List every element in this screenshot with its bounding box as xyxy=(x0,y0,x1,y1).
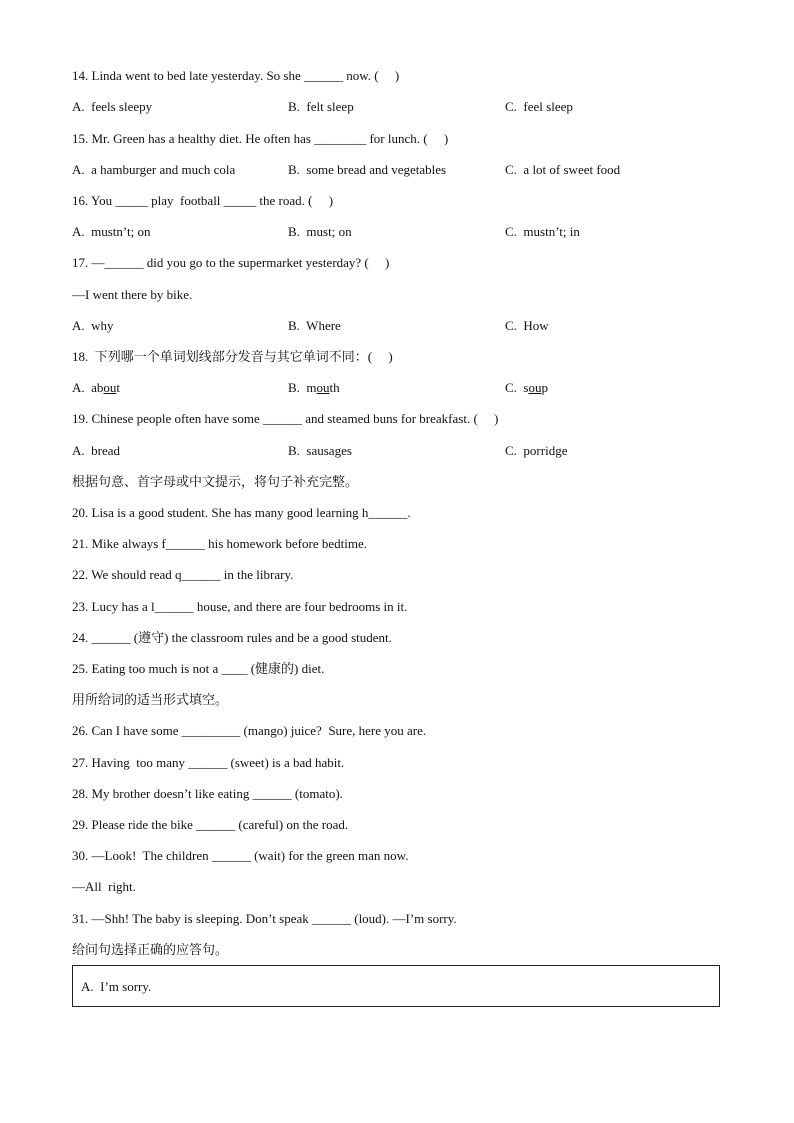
q17-option-c: C. How xyxy=(505,318,549,333)
question-26: 26. Can I have some _________ (mango) juice? Sure, here you are. xyxy=(72,723,427,738)
q15-option-b: B. some bread and vegetables xyxy=(288,162,447,177)
question-22: 22. We should read q______ in the library. xyxy=(72,567,294,582)
q17-option-a: A. why xyxy=(72,318,114,333)
q18-option-c xyxy=(505,380,548,396)
answer-option-a: A. I’m sorry. xyxy=(81,979,152,994)
section-heading-reply: 给问句选择正确的应答句。 xyxy=(72,942,229,957)
q15-option-c: C. a lot of sweet food xyxy=(505,162,621,177)
q18-b-underlined: ou xyxy=(316,380,330,395)
q18-option-a xyxy=(72,380,120,396)
q16-option-a: A. mustn’t; on xyxy=(72,224,151,239)
question-27: 27. Having too many ______ (sweet) is a bad habit. xyxy=(72,755,345,770)
question-17: 17. —______ did you go to the supermarket yesterday? ( ) xyxy=(72,255,390,270)
question-15: 15. Mr. Green has a healthy diet. He often has ________ for lunch. ( ) xyxy=(72,131,449,146)
question-28: 28. My brother doesn’t like eating ______ (tomato). xyxy=(72,786,343,801)
question-29: 29. Please ride the bike ______ (careful) on the road. xyxy=(72,817,349,832)
q17-option-b: B. Where xyxy=(288,318,341,333)
q14-option-b: B. felt sleep xyxy=(288,99,354,114)
q19-option-a: A. bread xyxy=(72,443,121,458)
q16-option-c: C. mustn’t; in xyxy=(505,224,580,239)
q18-c-prefix: C. s xyxy=(505,380,529,395)
q19-option-c: C. porridge xyxy=(505,443,568,458)
q18-a-prefix: A. ab xyxy=(72,380,104,395)
question-21: 21. Mike always f______ his homework before bedtime. xyxy=(72,536,367,551)
q18-b-suffix: th xyxy=(329,380,340,395)
section-heading-word-form: 用所给词的适当形式填空。 xyxy=(72,692,229,707)
question-24: 24. ______ (遵守) the classroom rules and be a good student. xyxy=(72,630,392,645)
q18-a-underlined: ou xyxy=(103,380,117,395)
question-18: 18. 下列哪一个单词划线部分发音与其它单词不同：( ) xyxy=(72,349,393,364)
q30-reply: —All right. xyxy=(72,879,136,894)
q16-option-b: B. must; on xyxy=(288,224,352,239)
q18-a-suffix: t xyxy=(116,380,121,395)
question-16: 16. You _____ play football _____ the road. ( ) xyxy=(72,193,334,208)
answer-options-box xyxy=(72,965,720,1007)
q18-c-suffix: p xyxy=(541,380,548,395)
question-23: 23. Lucy has a l______ house, and there are four bedrooms in it. xyxy=(72,599,408,614)
q15-option-a: A. a hamburger and much cola xyxy=(72,162,236,177)
q18-b-prefix: B. m xyxy=(288,380,317,395)
q18-c-underlined: ou xyxy=(528,380,542,395)
q17-reply: —I went there by bike. xyxy=(72,287,193,302)
question-25: 25. Eating too much is not a ____ (健康的) diet. xyxy=(72,661,325,676)
question-31: 31. —Shh! The baby is sleeping. Don’t speak ______ (loud). —I’m sorry. xyxy=(72,911,457,926)
q14-option-a: A. feels sleepy xyxy=(72,99,153,114)
question-14: 14. Linda went to bed late yesterday. So she ______ now. ( ) xyxy=(72,68,400,83)
question-20: 20. Lisa is a good student. She has many good learning h______. xyxy=(72,505,411,520)
q14-option-c: C. feel sleep xyxy=(505,99,573,114)
section-heading-complete: 根据句意、首字母或中文提示，将句子补充完整。 xyxy=(72,474,359,489)
question-30: 30. —Look! The children ______ (wait) for the green man now. xyxy=(72,848,409,863)
question-19: 19. Chinese people often have some ______ and steamed buns for breakfast. ( ) xyxy=(72,411,499,426)
q18-option-b xyxy=(288,380,340,396)
q19-option-b: B. sausages xyxy=(288,443,352,458)
